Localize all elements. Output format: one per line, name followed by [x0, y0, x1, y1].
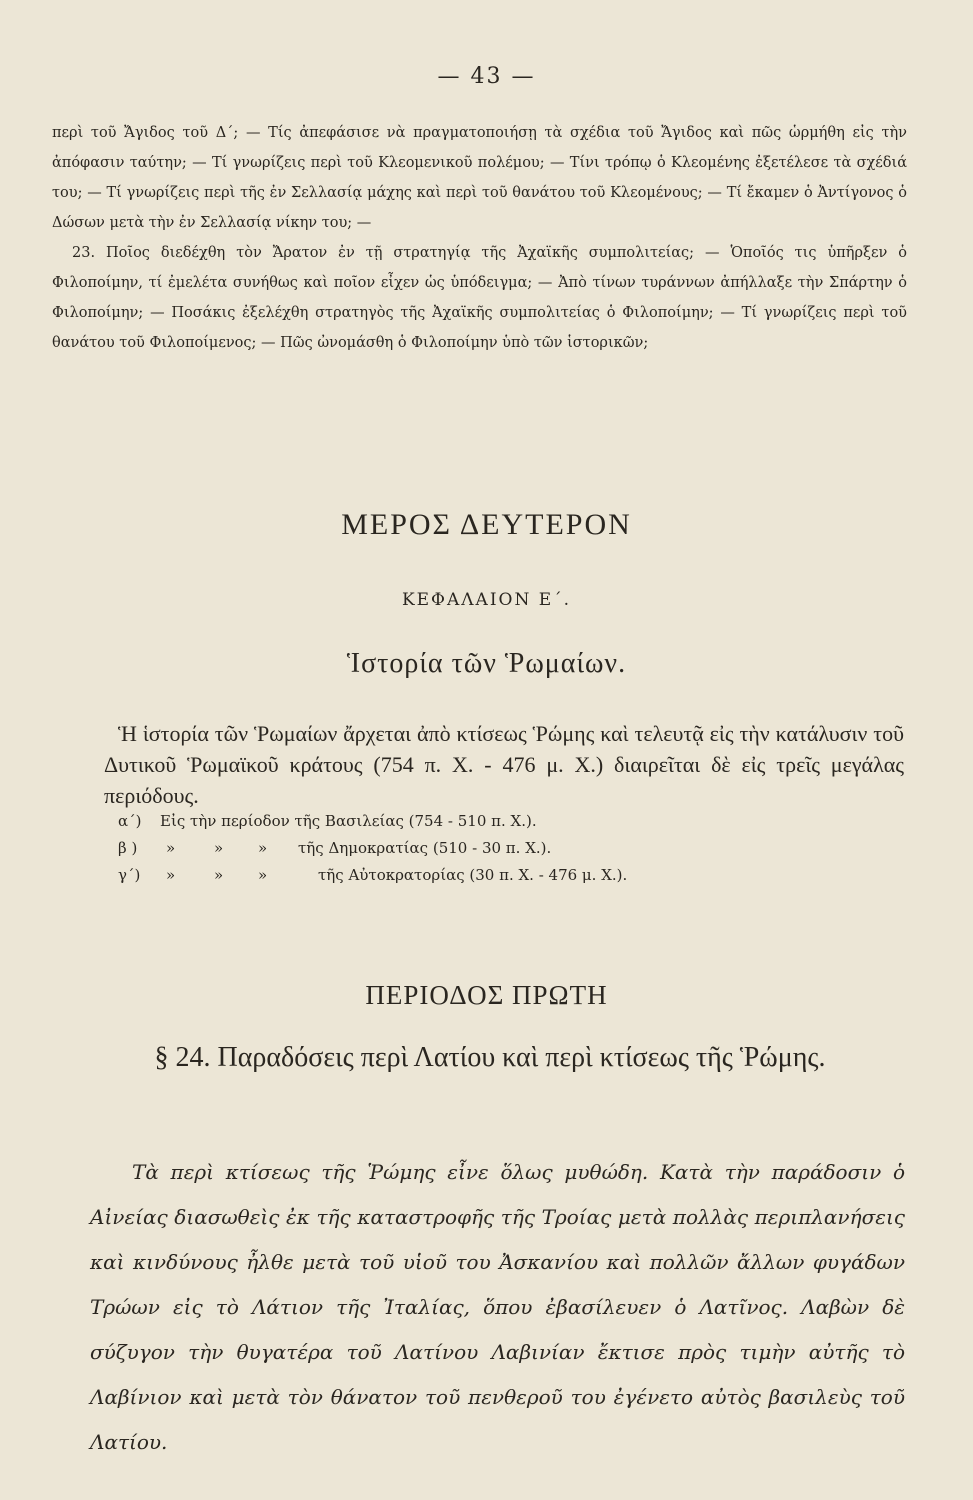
period-text: Εἰς τὴν περίοδον τῆς Βασιλείας (754 - 510 π. Χ.). [160, 812, 537, 830]
subject-title: Ἱστορία τῶν Ῥωμαίων. [346, 648, 627, 679]
period-marker: β ) [118, 839, 138, 857]
ditto-mark: » [214, 839, 224, 857]
page-number: — 43 — [437, 64, 536, 89]
ditto-mark: » [214, 866, 224, 884]
ditto-mark: » [166, 839, 176, 857]
period-marker: α΄) [118, 812, 142, 830]
intro-text: Ἡ ἱστορία τῶν Ῥωμαίων ἄρχεται ἀπὸ κτίσεως Ῥώμης καὶ τελευτᾷ εἰς τὴν κατάλυσιν τοῦ Δυτικοῦ Ῥωμαϊκοῦ κράτους (754 π. Χ. - 476 μ. Χ.) διαιρεῖται δὲ εἰς τρεῖς μεγάλας περιόδους. [104, 721, 904, 808]
intro-paragraph [104, 718, 904, 811]
review-questions [52, 118, 907, 358]
questions-cleomenes: περὶ τοῦ Ἄγιδος τοῦ Δ΄; — Τίς ἀπεφάσισε νὰ πραγματοποιήσῃ τὰ σχέδια τοῦ Ἄγιδος καὶ πῶς ὡρμήθη εἰς τὴν ἀπόφασιν ταύτην; — Τί γνωρίζεις περὶ τοῦ Κλεομενικοῦ πολέμου; — Τίνι τρόπῳ ὁ Κλεομένης ἐξετέλεσε τὰ σχέδιά του; — Τί γνωρίζεις περὶ τῆς ἐν Σελλασίᾳ μάχης καὶ περὶ τοῦ θανάτου τοῦ Κλεομένους; — Τί ἔκαμεν ὁ Ἀντίγονος ὁ Δώσων μετὰ τὴν ἐν Σελλασίᾳ νίκην του; — [52, 125, 907, 231]
period-text: τῆς Αὐτοκρατορίας (30 π. Χ. - 476 μ. Χ.). [318, 866, 628, 884]
ditto-mark: » [166, 866, 176, 884]
questions-philopoemen: 23. Ποῖος διεδέχθη τὸν Ἄρατον ἐν τῇ στρατηγίᾳ τῆς Ἀχαϊκῆς συμπολιτείας; — Ὁποῖός τις ὑπῆρξεν ὁ Φιλοποίμην, τί ἐμελέτα συνήθως καὶ ποῖον εἶχεν ὡς ὑπόδειγμα; — Ἀπὸ τίνων τυράννων ἀπήλλαξε τὴν Σπάρτην ὁ Φιλοποίμην; — Ποσάκις ἐξελέχθη στρατηγὸς τῆς Ἀχαϊκῆς συμπολιτείας ὁ Φιλοποίμην; — Τί γνωρίζεις περὶ τοῦ θανάτου τοῦ Φιλοποίμενος; — Πῶς ὠνομάσθη ὁ Φιλοποίμην ὑπὸ τῶν ἱστορικῶν; [52, 245, 907, 351]
period-item [118, 866, 818, 893]
chapter-title: ΚΕΦΑΛΑΙΟΝ Ε΄. [401, 590, 572, 610]
period-title: ΠΕΡΙΟΔΟΣ ΠΡΩΤΗ [365, 980, 608, 1010]
period-text: τῆς Δημοκρατίας (510 - 30 π. Χ.). [298, 839, 552, 857]
narrative-text: Τὰ περὶ κτίσεως τῆς Ῥώμης εἶνε ὅλως μυθώδη. Κατὰ τὴν παράδοσιν ὁ Αἰνείας διασωθεὶς ἐκ τῆς καταστροφῆς τῆς Τροίας μετὰ πολλὰς περιπλανήσεις καὶ κινδύνους ἦλθε μετὰ τοῦ υἱοῦ του Ἀσκανίου καὶ πολλῶν ἄλλων φυγάδων Τρώων εἰς τὸ Λάτιον τῆς Ἰταλίας, ὅπου ἐβασίλευεν ὁ Λατῖνος. Λαβὼν δὲ σύζυγον τὴν θυγατέρα τοῦ Λατίνου Λαβινίαν ἔκτισε πρὸς τιμὴν αὐτῆς τὸ Λαβίνιον καὶ μετὰ τὸν θάνατον τοῦ πενθεροῦ του ἐγένετο αὐτὸς βασιλεὺς τοῦ Λατίου. [90, 1160, 905, 1454]
ditto-mark: » [258, 866, 268, 884]
period-item [118, 839, 818, 866]
period-marker: γ΄) [118, 866, 141, 884]
part-title: ΜΕΡΟΣ ΔΕΥΤΕΡΟΝ [341, 508, 632, 541]
section-title: § 24. Παραδόσεις περὶ Λατίου καὶ περὶ κτίσεως τῆς Ῥώμης. [154, 1042, 826, 1073]
period-item [118, 812, 818, 839]
ditto-mark: » [258, 839, 268, 857]
narrative-paragraph [90, 1150, 905, 1465]
periods-list [118, 812, 818, 893]
